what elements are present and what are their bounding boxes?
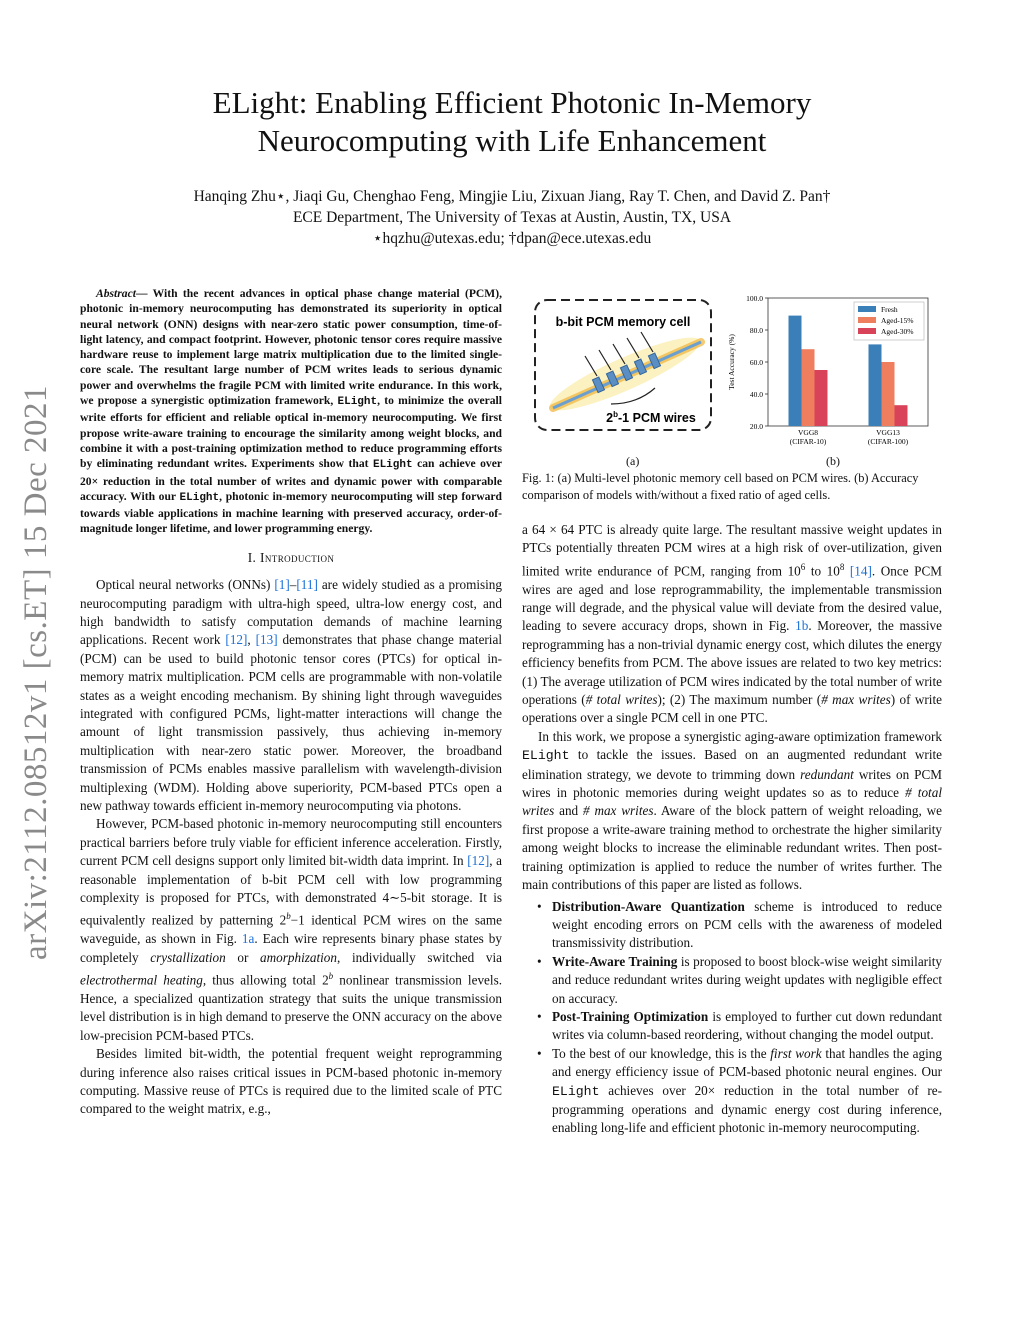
emails: ⋆hqzhu@utexas.edu; †dpan@ece.utexas.edu (372, 230, 652, 247)
intro-paragraph-1: Optical neural networks (ONNs) [1]–[11] are widely studied as a promising neurocomputing paradigm with ultra-high speed, ultra-low energy cost, and high bandwidth to satisfy computation demands of machine learning applications. Recent work [12], [13] demonstrates that phase change material (PCM) can be used to build photonic tensor cores (PTCs) for optical in-memory matrix multiplication. PCM cells are programmable with non-volatile states as a weight encoding mechanism. By shining light through waveguides integrated with configured PCMs, light-matter interactions will change the amount of light transmission passively, thus achieving in-memory multiplication with near-zero static power. Moreover, the broadband transmission of PCMs enables massive parallelism with wavelength-division multiplexing (WDM). Holding above superiority, PCM-based PTCs open a new pathway towards efficient in-memory neurocomputing via photons. (80, 577, 502, 814)
citation-link[interactable]: [14] (849, 563, 872, 579)
intro-paragraph-2: However, PCM-based photonic in-memory neurocomputing still encounters practical barriers before truly viable for efficient inference acceleration. Firstly, current PCM cell designs support only limited bit-width data imprint. In [12], a reasonable implementation of b-bit PCM cell with low programming complexity is proposed for PTCs, with demonstrated 4∼5-bit storage. It is equivalently realized by patterning $2^b-1$ identical PCM wires on the same waveguide, as shown in Fig. 1a. Each wire represents binary phase states by completely crystallization or amorphization, individually switched via electrothermal heating, thus allowing total 2$^b$ nonlinear transmission levels. Hence, a specialized quantization strategy that suits the unique transmission level distribution is in high demand to preserve the ONN accuracy on the above low-precision PCM-based PTCs. (80, 816, 503, 1043)
section-heading-introduction: I. Introduction (247, 549, 335, 565)
cell-title: b-bit PCM memory cell (555, 315, 691, 329)
x-tick-label: VGG8 (798, 428, 818, 437)
citation-link[interactable]: [12] (225, 632, 248, 648)
subfigure-label-b: (b) (826, 454, 840, 468)
x-tick-label: (CIFAR-10) (789, 437, 827, 446)
arxiv-identifier: arXiv:2112.08512v1 [cs.ET] 15 Dec 2021 (18, 385, 54, 960)
figure-pcm-cell (533, 296, 717, 436)
citation-link[interactable]: [1] (274, 577, 290, 593)
list-item: • Write-Aware Training is proposed to boost block-wise weight similarity and reduce redundant writes during weight updates with negligible effect on accuracy. (537, 953, 942, 1006)
legend-label: Aged-15% (881, 316, 914, 325)
affiliation: ECE Department, The University of Texas at Austin, Austin, TX, USA (292, 209, 732, 226)
bar-aged-30- (815, 370, 828, 426)
author-block (0, 186, 1024, 249)
bar-aged-30- (895, 405, 908, 426)
paper-title (0, 84, 1024, 160)
y-tick-label: 20.0 (749, 422, 763, 431)
citation-link[interactable]: [12] (467, 853, 490, 869)
legend-swatch (858, 317, 876, 323)
right-paragraph-2: In this work, we propose a synergistic aging-aware optimization framework ELight to tackle the issues. Based on an augmented redundant write elimination strategy, we devote to trimming down redundant writes on PCM wires in photonic memories during weight updates so as to reduce # total writes and # max writes. Aware of the block pattern of weight reloading, we first propose a write-aware training method to orchestrate the higher similarity among weight blocks to increase the eliminable redundant writes. Then post-training optimization is applied to reduce the number of writes further. The main contributions of this paper are listed as follows. (522, 728, 943, 893)
y-tick-label: 100.0 (746, 294, 763, 303)
legend-swatch (858, 306, 876, 312)
citation-link[interactable]: [11] (296, 577, 318, 593)
y-axis-label: Test Accuracy (%) (727, 334, 736, 390)
figure-caption: Fig. 1: (a) Multi-level photonic memory cell based on PCM wires. (b) Accuracy comparison of models with/without a fixed ratio of aged cells. (522, 471, 919, 502)
citation-link[interactable]: [13] (255, 632, 278, 648)
title-line-1: ELight: Enabling Efficient Photonic In-Memory (212, 85, 812, 120)
x-tick-label: (CIFAR-100) (867, 437, 909, 446)
abstract: Abstract— With the recent advances in optical phase change material (PCM), photonic in-memory neurocomputing has demonstrated its superiority in optical neural network (ONN) designs with near-zero static power consumption, time-of-light latency, and compact footprint. However, photonic tensor cores require massive hardware reuse to implement large matrix multiplication due to the limited single-core scale. The resultant large number of PCM writes leads to serious dynamic power and overwhelms the fragile PCM with limited write endurance. In this work, we propose a synergistic optimization framework, ELight, to minimize the overall write efforts for efficient and reliable optical in-memory neurocomputing. We first propose write-aware training to encourage the similarity among weight blocks, and combine it with a post-training optimization method to reduce programming efforts by eliminating redundant writes. Experiments show that ELight can achieve over 20× reduction in the total number of writes and dynamic power with comparable accuracy. With our ELight, photonic in-memory neurocomputing will step forward towards viable applications in machine learning with preserved accuracy, order-of-magnitude longer lifetime, and lower programming energy. (80, 287, 503, 536)
right-column (522, 521, 942, 1138)
y-tick-label: 40.0 (749, 390, 763, 399)
figure-link[interactable]: 1b (795, 618, 809, 634)
intro-paragraph-3: Besides limited bit-width, the potential frequent weight reprogramming during inference also raises critical issues in PCM-based photonic in-memory computing. Massive reuse of PTCs is required due to the limited scale of PTC compared to the weight matrix, e.g., (80, 1046, 502, 1117)
contribution-list (522, 898, 942, 1138)
y-tick-label: 60.0 (749, 358, 763, 367)
bar-aged-15- (802, 349, 815, 426)
legend-swatch (858, 328, 876, 334)
bar-fresh (789, 316, 802, 426)
bar-aged-15- (882, 362, 895, 426)
list-item: • Post-Training Optimization is employed to further cut down redundant writes via column-based reordering, without changing the model output. (537, 1008, 942, 1043)
list-item: • Distribution-Aware Quantization scheme is introduced to reduce weight encoding errors on PCM cells with the awareness of modeled transmissivity distribution. (537, 898, 942, 951)
y-tick-label: 80.0 (749, 326, 763, 335)
list-item: • To the best of our knowledge, this is the first work that handles the aging and energy efficiency issue of PCM-based photonic neural engines. Our ELight achieves over 20× reduction in the total number of re-programming operations and dynamic energy cost during inference, enabling long-life and efficient photonic in-memory neurocomputing. (537, 1045, 942, 1136)
title-line-2: Neurocomputing with Life Enhancement (257, 123, 767, 158)
figure-link[interactable]: 1a (241, 931, 255, 947)
legend-label: Aged-30% (881, 327, 914, 336)
x-tick-label: VGG13 (876, 428, 900, 437)
legend-label: Fresh (881, 305, 898, 314)
author-list: Hanqing Zhu⋆, Jiaqi Gu, Chenghao Feng, Mingjie Liu, Zixuan Jiang, Ray T. Chen, and David Z. Pan† (193, 188, 831, 205)
right-paragraph-1: a 64 × 64 PTC is already quite large. The resultant massive weight updates in PTCs potentially threaten PCM wires at a high risk of over-utilization, given limited write endurance of PCM, ranging from $10^6$ to $10^8$ [14]. Once PCM wires are aged and lose reprogrammability, the implementable transmission range will degrade, and the physical value will deviate from the desired value, leading to severe accuracy drops, shown in Fig. 1b. Moreover, the massive reprogramming has a non-trivial dynamic energy cost, which dilutes the energy efficiency benefits from PCM. The above issues are related to two key metrics: (1) The average utilization of PCM wires indicated by the total number of write operations (# total writes); (2) The maximum number (# max writes) of write operations over a single PCM cell in one PTC. (522, 522, 942, 726)
wires-label: 2$^b$-1 PCM wires (606, 410, 696, 425)
left-column (80, 286, 502, 1119)
figure-accuracy-chart (722, 286, 944, 452)
bar-fresh (869, 344, 882, 426)
subfigure-label-a: (a) (626, 454, 640, 468)
